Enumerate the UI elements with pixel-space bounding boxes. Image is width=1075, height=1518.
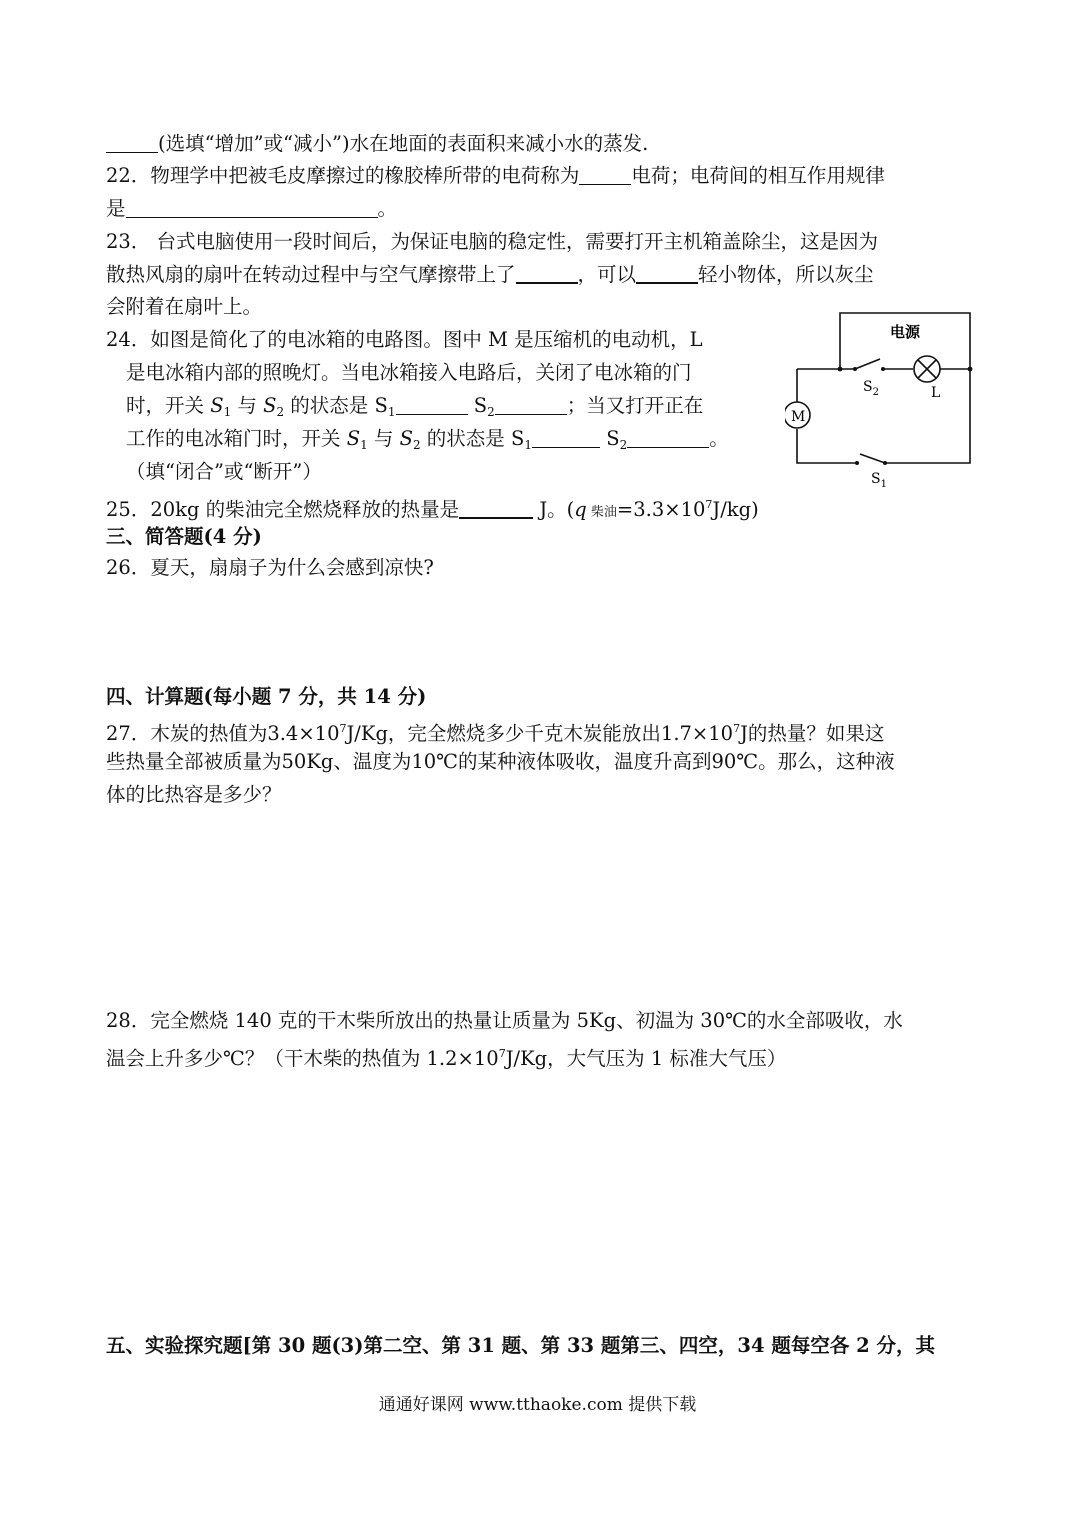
answer-blank[interactable]: [126, 197, 378, 218]
q27-line2: 些热量全部被质量为50Kg、温度为10℃的某种液体吸收，温度升高到90℃。那么，这种液: [106, 750, 895, 773]
power-source-label: 电源: [890, 323, 921, 341]
q24-line2: 是电冰箱内部的照晚灯。当电冰箱接入电路后，关闭了电冰箱的门: [126, 361, 692, 384]
q25-line: 25．20kg 的柴油完全燃烧释放的热量是 J。(q 柴油$=3.3\times 10^7J/kg$): [106, 498, 759, 521]
q24-line4: 工作的电冰箱门时，开关 $S_1$ 与 $S_2$ 的状态是 $S_1$ $S_2$ 。: [126, 427, 729, 452]
q28-line1: 28．完全燃烧 140 克的干木柴所放出的热量让质量为 5Kg、初温为 30℃的水全部吸收，水: [106, 1009, 903, 1032]
switch-s2-label: $S_2$: [863, 379, 879, 398]
footer-credit: 通通好课网 www.tthaoke.com 提供下载: [378, 1395, 697, 1415]
q21-line: (选填“增加”或“减小”)水在地面的表面积来减小水的蒸发.: [106, 129, 648, 159]
answer-blank[interactable]: [627, 427, 709, 448]
answer-blank[interactable]: [516, 262, 578, 284]
q22-line1: 22．物理学中把被毛皮摩擦过的橡胶棒所带的电荷称为 电荷；电荷间的相互作用规律: [106, 164, 885, 187]
switch-contact: [855, 461, 859, 465]
junction-dot: [838, 367, 843, 372]
q22-line2: 是 。: [106, 197, 398, 220]
q27-line1: 27．木炭的热值为$3.4\times 10^7J/Kg$，完全燃烧多少千克木炭能放出$1.7\times 10^7J$的热量？如果这: [106, 722, 885, 745]
junction-dot: [968, 367, 973, 372]
answer-blank[interactable]: [459, 497, 533, 519]
switch-contact: [853, 367, 857, 371]
section-title: 四、计算题(每小题 7 分，共 14 分): [106, 685, 427, 708]
q27-line3: 体的比热容是多少？: [106, 783, 282, 806]
answer-blank[interactable]: [579, 164, 631, 185]
switch-contact: [881, 367, 885, 371]
lamp-label: L: [931, 385, 941, 401]
q24-line5: （填“闭合”或“断开”）: [126, 460, 322, 483]
q23-line2: 散热风扇的扇叶在转动过程中与空气摩擦带上了 ，可以 轻小物体，所以灰尘: [106, 263, 874, 286]
q23-line3: 会附着在扇叶上。: [106, 295, 263, 318]
switch-s1-label: $S_1$: [871, 471, 887, 490]
motor-label: M: [791, 409, 806, 425]
answer-blank[interactable]: [106, 132, 158, 153]
section-title: 三、简答题(4 分): [106, 525, 262, 548]
switch-contact: [883, 461, 887, 465]
section-title: 五、实验探究题[第 30 题(3)第二空、第 31 题、第 33 题第三、四空，34 题每空各 2 分，其: [106, 1334, 935, 1357]
q24-line3: 时，开关 $S_1$ 与 $S_2$ 的状态是 $S_1$ $S_2$ ；当又打开正在: [126, 394, 704, 419]
answer-blank[interactable]: [532, 427, 600, 448]
q28-line2: 温会上升多少℃？（干木柴的热值为 $1.2\times 10^7J/Kg$，大气压为 1 标准大气压）: [106, 1047, 787, 1070]
circuit-diagram: [785, 305, 975, 495]
q23-line1: 23． 台式电脑使用一段时间后，为保证电脑的稳定性，需要打开主机箱盖除尘，这是因为: [106, 230, 879, 253]
q26-line: 26．夏天，扇扇子为什么会感到凉快?: [106, 556, 434, 579]
answer-blank[interactable]: [495, 394, 567, 415]
answer-blank[interactable]: [396, 394, 468, 415]
answer-blank[interactable]: [636, 262, 698, 284]
q24-line1: 24．如图是简化了的电冰箱的电路图。图中 M 是压缩机的电动机，L: [106, 328, 703, 351]
